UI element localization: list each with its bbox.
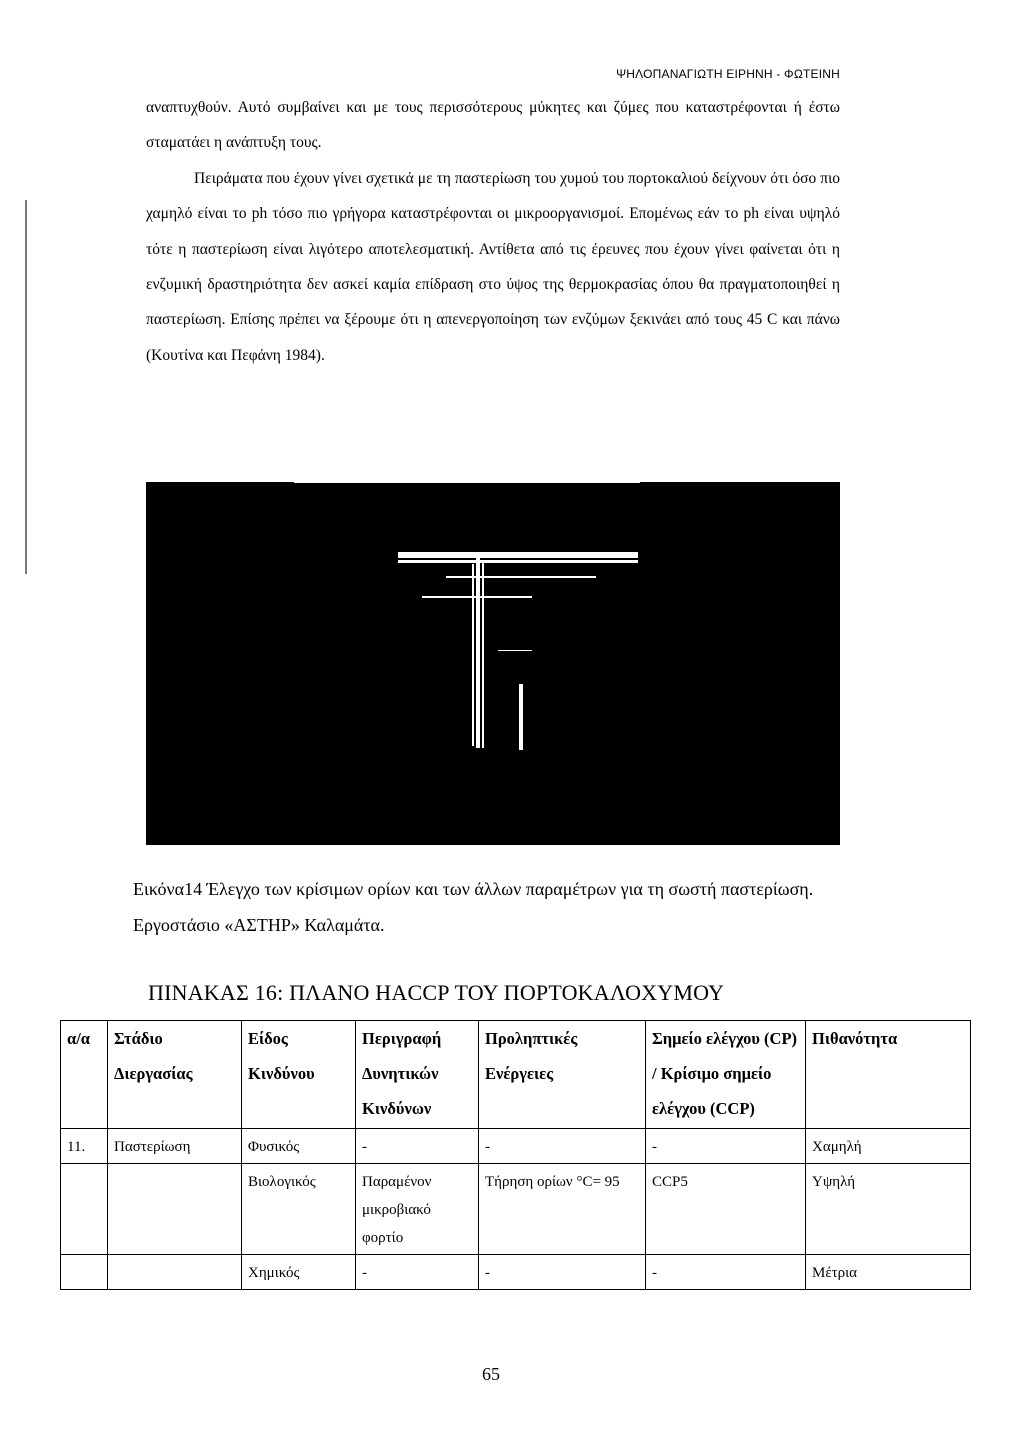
photo-highlight [476, 552, 480, 748]
cell-stage [108, 1164, 242, 1255]
cell-aa [61, 1255, 108, 1290]
cell-stage [108, 1255, 242, 1290]
haccp-table [60, 1020, 971, 1290]
table-row [61, 1164, 971, 1255]
body-text [146, 90, 840, 373]
figure-caption: Εικόνα14 Έλεγχο των κρίσιμων ορίων και των άλλων παραμέτρων για τη σωστή παστερίωση. Εργοστάσιο «ΑΣΤΗΡ» Καλαμάτα. [133, 879, 814, 935]
cell-likelihood: Μέτρια [806, 1255, 971, 1290]
photo-highlight [398, 552, 638, 558]
cell-control-point: - [646, 1255, 806, 1290]
cell-stage: Παστερίωση [108, 1129, 242, 1164]
page-number: 65 [482, 1364, 500, 1384]
photo-highlight [294, 482, 640, 483]
paragraph-2: Πειράματα που έχουν γίνει σχετικά με τη παστερίωση του χυμού του πορτοκαλιού δείχνουν ότι όσο πιο χαμηλό είναι το ph τόσο πιο γρήγορα καταστρέφονται οι μικροοργανισμοί. Επομένως εάν το ph είναι υψηλό τότε η παστερίωση είναι λιγότερο αποτελεσματική. Αντίθετα από τις έρευνες που έχουν γίνει φαίνεται ότι η ενζυμική δραστηριότητα δεν ασκεί καμία επίδραση στο ύψος της θερμοκρασίας όπου θα πραγματοποιηθεί η παστερίωση. Επίσης πρέπει να ξέρουμε ότι η απενεργοποίηση των ενζύμων ξεκινάει από τους 45 C και πάνω (Κουτίνα και Πεφάνη 1984). [146, 169, 840, 364]
header-description: Περιγραφή Δυνητικών Κινδύνων [356, 1021, 479, 1129]
cell-preventive: Τήρηση ορίων °C= 95 [479, 1164, 646, 1255]
table-row [61, 1129, 971, 1164]
photo-highlight [446, 576, 596, 578]
cell-control-point: CCP5 [646, 1164, 806, 1255]
running-header: ΨΗΛΟΠΑΝΑΓΙΩΤΗ ΕΙΡΗΝΗ - ΦΩΤΕΙΝΗ [616, 67, 840, 81]
scan-margin-line [25, 200, 27, 574]
header-control-point: Σημείο ελέγχου (CP) / Κρίσιμο σημείο ελέγχου (CCP) [646, 1021, 806, 1129]
cell-likelihood: Υψηλή [806, 1164, 971, 1255]
cell-description: - [356, 1255, 479, 1290]
cell-description: - [356, 1129, 479, 1164]
header-hazard-type: Είδος Κινδύνου [242, 1021, 356, 1129]
cell-hazard-type: Χημικός [242, 1255, 356, 1290]
header-likelihood: Πιθανότητα [806, 1021, 971, 1129]
photo-highlight [472, 564, 474, 746]
photo-highlight [498, 650, 532, 651]
cell-control-point: - [646, 1129, 806, 1164]
header-preventive: Προληπτικές Ενέργειες [479, 1021, 646, 1129]
table-row [61, 1255, 971, 1290]
paragraph-1: αναπτυχθούν. Αυτό συμβαίνει και με τους περισσότερους μύκητες και ζύμες που καταστρέφονται ή έστω σταματάει η ανάπτυξη τους. [146, 99, 840, 152]
header-stage: Στάδιο Διεργασίας [108, 1021, 242, 1129]
cell-description: Παραμένον μικροβιακό φορτίο [356, 1164, 479, 1255]
cell-hazard-type: Φυσικός [242, 1129, 356, 1164]
cell-likelihood: Χαμηλή [806, 1129, 971, 1164]
photo-highlight [519, 684, 523, 750]
cell-preventive: - [479, 1129, 646, 1164]
photo-highlight [482, 562, 484, 748]
photo-highlight [398, 560, 638, 563]
cell-hazard-type: Βιολογικός [242, 1164, 356, 1255]
header-aa: α/α [61, 1021, 108, 1129]
table-title: ΠΙΝΑΚΑΣ 16: ΠΛΑΝΟ HACCP ΤΟΥ ΠΟΡΤΟΚΑΛΟΧΥΜΟΥ [148, 980, 725, 1005]
cell-aa [61, 1164, 108, 1255]
cell-aa: 11. [61, 1129, 108, 1164]
cell-preventive: - [479, 1255, 646, 1290]
figure-photo [146, 482, 840, 845]
table-header-row [61, 1021, 971, 1129]
